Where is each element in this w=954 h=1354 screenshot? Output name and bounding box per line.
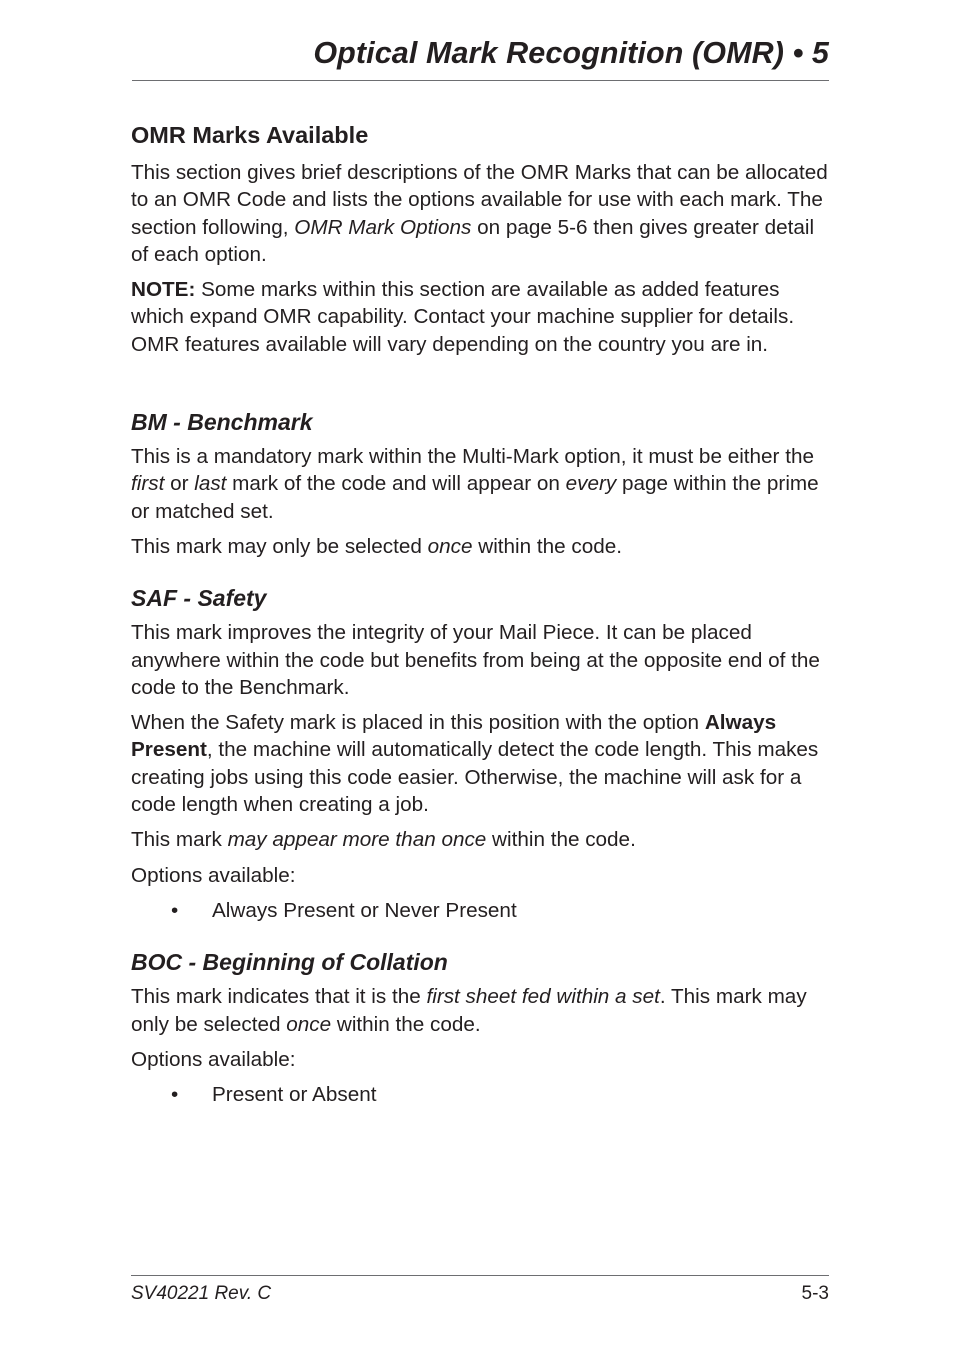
benchmark-text-2: or xyxy=(164,472,195,496)
safety-always-present-label: Always Present xyxy=(131,711,777,762)
safety-options-list xyxy=(131,897,831,924)
benchmark-rule-text-1: This mark may only be selected xyxy=(131,534,428,558)
omr-mark-options-reference: OMR Mark Options xyxy=(294,215,472,239)
bullet: • xyxy=(171,898,179,922)
safety-frequency-rule xyxy=(131,826,831,853)
document-id: SV40221 Rev. C xyxy=(131,1283,272,1304)
safety-title: SAF - Safety xyxy=(131,585,267,612)
page-content xyxy=(131,118,831,1116)
intro-text-1: This section gives brief descriptions of the OMR Marks that can be allocated to an OMR Code and lists the options available for use with each mark. The section following, xyxy=(131,161,828,239)
boc-text-1: This mark indicates that it is the xyxy=(131,985,427,1009)
boc-title: BOC - Beginning of Collation xyxy=(131,949,448,976)
intro-text-2: on page 5-6 then gives greater detail of each option. xyxy=(131,215,815,266)
boc-description xyxy=(131,983,831,1038)
safety-description: This mark improves the integrity of your Mail Piece. It can be placed anywhere within the code but benefits from being at the opposite end of the code to the Benchmark. xyxy=(131,621,820,699)
intro-paragraph xyxy=(131,159,831,268)
benchmark-description xyxy=(131,443,831,525)
page-header xyxy=(132,30,829,81)
section-title: OMR Marks Available xyxy=(131,122,369,148)
note-label: NOTE: xyxy=(131,278,196,302)
safety-p2-text-1: When the Safety mark is placed in this position with the option xyxy=(131,711,705,735)
safety-p2-text-2: , the machine will automatically detect the code length. This makes creating jobs using this code easier. Otherwise, the machine will ask for a code length when creating a job. xyxy=(131,738,819,817)
list-item xyxy=(131,1081,831,1108)
safety-options-label: Options available: xyxy=(131,863,296,887)
benchmark-selection-rule xyxy=(131,533,831,560)
page-number: 5-3 xyxy=(801,1283,829,1304)
safety-p3-text-2: within the code. xyxy=(486,828,636,852)
benchmark-em-every: every xyxy=(565,472,617,496)
boc-option-text: Present or Absent xyxy=(212,1083,377,1107)
safety-always-present-paragraph xyxy=(131,709,831,818)
benchmark-rule-text-2: within the code. xyxy=(472,534,623,558)
boc-em-first-sheet: first sheet fed within a set xyxy=(426,985,660,1009)
note-text: Some marks within this section are available as added features which expand OMR capability. Contact your machine supplier for details. OMR features available will vary depending on the country you are in. xyxy=(131,278,795,356)
boc-em-once: once xyxy=(286,1012,332,1036)
boc-text-3: within the code. xyxy=(331,1012,481,1036)
benchmark-text-3: mark of the code and will appear on xyxy=(226,472,566,496)
benchmark-em-last: last xyxy=(194,472,227,496)
boc-text-2: . This mark may only be selected xyxy=(131,985,807,1036)
note-paragraph xyxy=(131,276,831,358)
safety-p3-text-1: This mark xyxy=(131,828,228,852)
bullet: • xyxy=(171,1083,179,1107)
list-item xyxy=(131,897,831,924)
benchmark-rule-em-once: once xyxy=(427,534,473,558)
benchmark-title: BM - Benchmark xyxy=(131,409,313,436)
benchmark-text-4: page within the prime or matched set. xyxy=(131,472,819,523)
safety-p3-em: may appear more than once xyxy=(227,828,487,852)
benchmark-text-1: This is a mandatory mark within the Multi-Mark option, it must be either the xyxy=(131,445,814,469)
page-footer xyxy=(131,1275,829,1316)
chapter-title: Optical Mark Recognition (OMR) • 5 xyxy=(313,36,829,70)
safety-option-text: Always Present or Never Present xyxy=(212,898,517,922)
boc-options-list xyxy=(131,1081,831,1108)
benchmark-em-first: first xyxy=(131,472,165,496)
boc-options-label: Options available: xyxy=(131,1047,296,1071)
